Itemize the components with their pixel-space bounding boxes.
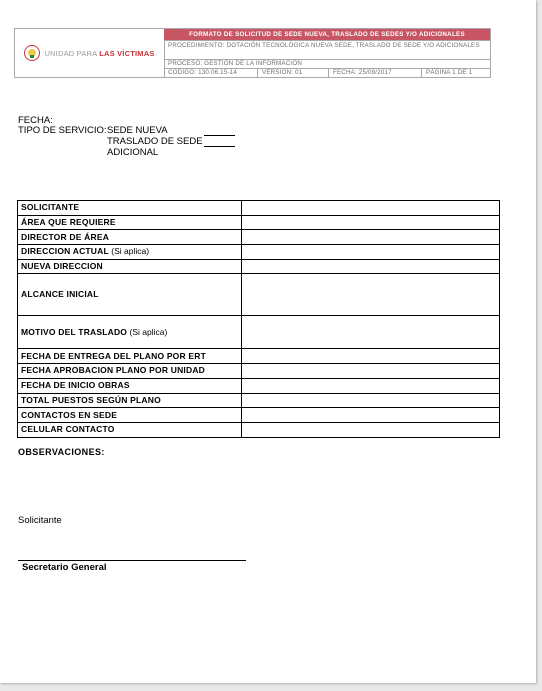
option-traslado-blank[interactable] (204, 146, 235, 147)
table-row (18, 364, 500, 379)
row-value[interactable] (242, 422, 500, 437)
form-title: FORMATO DE SOLICITUD DE SEDE NUEVA, TRASLADO DE SEDES Y/O ADICIONALES (164, 29, 490, 40)
header-codes (164, 68, 490, 77)
table-row (18, 274, 500, 316)
option-traslado: TRASLADO DE SEDE (107, 136, 203, 147)
fecha-label: FECHA: (18, 115, 53, 126)
table-row (18, 245, 500, 260)
procedimiento: PROCEDIMIENTO: DOTACIÓN TECNOLÓGICA NUEVA SEDE, TRASLADO DE SEDE Y/O ADICIONALES (164, 40, 490, 59)
row-label: FECHA DE ENTREGA DEL PLANO POR ERT (18, 349, 242, 364)
option-sede-nueva: SEDE NUEVA (107, 125, 168, 136)
pagina: PÁGINA 1 DE 1 (426, 69, 473, 76)
row-value[interactable] (242, 245, 500, 260)
table-row (18, 378, 500, 393)
table-row (18, 259, 500, 274)
table-row (18, 201, 500, 216)
row-value[interactable] (242, 259, 500, 274)
logo (15, 29, 165, 77)
table-row (18, 316, 500, 349)
row-value[interactable] (242, 274, 500, 316)
proceso: PROCESO: GESTIÓN DE LA INFORMACIÓN (164, 59, 490, 68)
table-row (18, 215, 500, 230)
row-label: SOLICITANTE (18, 201, 242, 216)
row-label: NUEVA DIRECCION (18, 259, 242, 274)
row-value[interactable] (242, 316, 500, 349)
option-adicional: ADICIONAL (107, 147, 159, 158)
fecha-header: FECHA: 25/09/2017 (329, 69, 422, 77)
row-label: FECHA DE INICIO OBRAS (18, 378, 242, 393)
document-header (14, 28, 491, 78)
row-label: MOTIVO DEL TRASLADO (Si aplica) (18, 316, 242, 349)
row-label: FECHA APROBACION PLANO POR UNIDAD (18, 364, 242, 379)
tipo-servicio-label: TIPO DE SERVICIO: (18, 125, 107, 136)
row-value[interactable] (242, 378, 500, 393)
row-label: CELULAR CONTACTO (18, 422, 242, 437)
table-row (18, 408, 500, 423)
logo-text: UNIDAD PARA LAS VÍCTIMAS (44, 48, 155, 58)
row-value[interactable] (242, 215, 500, 230)
header-info (164, 29, 490, 77)
codigo: CÓDIGO: 130.06.15-14 (164, 69, 258, 77)
row-label: CONTACTOS EN SEDE (18, 408, 242, 423)
row-label: TOTAL PUESTOS SEGÚN PLANO (18, 393, 242, 408)
row-value[interactable] (242, 230, 500, 245)
solicitante-label: Solicitante (18, 515, 62, 526)
row-value[interactable] (242, 364, 500, 379)
signature-label: Secretario General (22, 562, 107, 573)
request-table (17, 200, 500, 438)
seal-icon (24, 45, 40, 61)
table-row (18, 349, 500, 364)
row-label: ALCANCE INICIAL (18, 274, 242, 316)
observaciones-label: OBSERVACIONES: (18, 447, 105, 457)
row-label: DIRECTOR DE ÁREA (18, 230, 242, 245)
version: VERSIÓN: 01 (258, 69, 329, 77)
table-row (18, 422, 500, 437)
row-value[interactable] (242, 408, 500, 423)
row-value[interactable] (242, 201, 500, 216)
table-row (18, 230, 500, 245)
row-value[interactable] (242, 349, 500, 364)
row-label: ÁREA QUE REQUIERE (18, 215, 242, 230)
option-sede-nueva-blank[interactable] (204, 135, 235, 136)
row-label: DIRECCION ACTUAL (Si aplica) (18, 245, 242, 260)
row-value[interactable] (242, 393, 500, 408)
signature-line[interactable] (18, 560, 246, 561)
table-row (18, 393, 500, 408)
